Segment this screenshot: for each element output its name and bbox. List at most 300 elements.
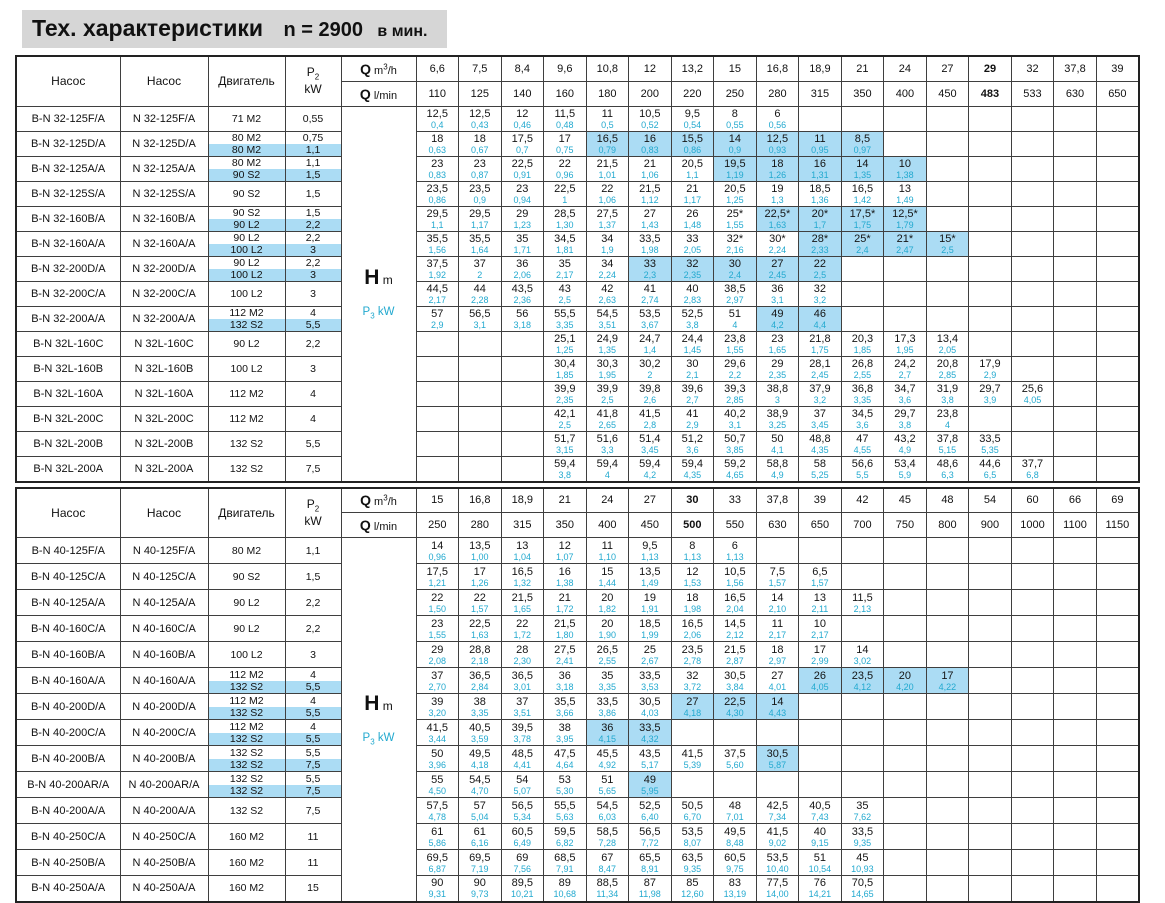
q-lmin-value: 483 bbox=[969, 81, 1012, 106]
data-cell bbox=[671, 798, 714, 824]
h-value: 59,5 bbox=[554, 825, 576, 838]
empty-cell bbox=[926, 746, 969, 772]
p2-cell bbox=[285, 256, 341, 281]
empty-cell bbox=[884, 876, 927, 902]
pump-model-cell: B-N 40-250C/A bbox=[16, 824, 120, 850]
data-cell bbox=[416, 306, 459, 331]
h-value: 34 bbox=[601, 232, 614, 245]
data-cell bbox=[799, 590, 842, 616]
h-value: 29,5 bbox=[426, 207, 448, 220]
empty-cell bbox=[459, 431, 502, 456]
h-value: 48,5 bbox=[511, 747, 533, 760]
data-cell bbox=[841, 356, 884, 381]
pump-ref-cell: N 40-250A/A bbox=[120, 876, 208, 902]
p2-cell bbox=[285, 642, 341, 668]
table-row bbox=[16, 668, 1139, 694]
p3-value: 2,2 bbox=[728, 369, 742, 380]
data-cell bbox=[714, 850, 757, 876]
h-value: 6,5 bbox=[812, 565, 828, 578]
p3-value: 7,28 bbox=[598, 837, 617, 848]
empty-cell bbox=[1096, 564, 1139, 590]
p3-value: 1,25 bbox=[556, 344, 574, 355]
h-value: 23,8 bbox=[936, 407, 959, 420]
h-value: 33,5 bbox=[639, 669, 661, 682]
h-value: 59,4 bbox=[596, 457, 619, 470]
data-cell bbox=[586, 746, 629, 772]
empty-cell bbox=[1096, 306, 1139, 331]
p3-value: 5,25 bbox=[811, 469, 829, 480]
data-cell bbox=[544, 642, 587, 668]
h-value: 26 bbox=[686, 207, 699, 220]
data-cell bbox=[714, 694, 757, 720]
empty-cell bbox=[1054, 406, 1097, 431]
h-value: 14 bbox=[856, 643, 869, 656]
h-value: 59,4 bbox=[681, 457, 704, 470]
table-row bbox=[16, 156, 1139, 181]
motor-cell bbox=[208, 256, 285, 281]
q-lmin-value: 280 bbox=[756, 81, 799, 106]
data-cell bbox=[416, 824, 459, 850]
pump-ref-cell: N 40-160A/A bbox=[120, 668, 208, 694]
empty-cell bbox=[416, 356, 459, 381]
h-p3-legend-cell bbox=[341, 106, 416, 482]
p3-value: 1,65 bbox=[513, 603, 532, 614]
h-value: 57,5 bbox=[426, 799, 448, 812]
pump-model-cell: B-N 40-160C/A bbox=[16, 616, 120, 642]
data-cell bbox=[799, 668, 842, 694]
data-cell bbox=[714, 616, 757, 642]
motor-option: 112 M2 bbox=[229, 720, 264, 733]
empty-cell bbox=[1054, 456, 1097, 482]
p2-value: 5,5 bbox=[286, 681, 341, 693]
data-cell bbox=[841, 456, 884, 482]
data-cell bbox=[714, 406, 757, 431]
p3-value: 2,10 bbox=[768, 603, 787, 614]
empty-cell bbox=[1096, 746, 1139, 772]
empty-cell bbox=[969, 564, 1012, 590]
data-cell bbox=[756, 694, 799, 720]
pump-ref-cell: N 32L-160B bbox=[120, 356, 208, 381]
h-value: 43,2 bbox=[894, 432, 916, 445]
data-cell bbox=[629, 850, 672, 876]
data-cell bbox=[586, 131, 629, 156]
data-cell bbox=[629, 331, 672, 356]
table-row bbox=[16, 616, 1139, 642]
p2-cell bbox=[285, 798, 341, 824]
p3-value: 4,4 bbox=[813, 319, 827, 330]
p3-value: 3,35 bbox=[556, 319, 574, 330]
pump-ref-cell: N 40-160C/A bbox=[120, 616, 208, 642]
h-value: 22 bbox=[558, 157, 571, 170]
data-cell bbox=[416, 616, 459, 642]
data-cell bbox=[629, 616, 672, 642]
p3-value: 2,85 bbox=[938, 369, 957, 380]
data-cell bbox=[714, 306, 757, 331]
p3-value: 4,35 bbox=[683, 469, 702, 480]
data-cell bbox=[501, 720, 544, 746]
data-cell bbox=[629, 642, 672, 668]
p3-value: 1,17 bbox=[683, 194, 702, 205]
p2-value: 4 bbox=[310, 694, 316, 707]
h-value: 50 bbox=[431, 747, 444, 760]
p2-value: 2,2 bbox=[305, 622, 321, 635]
p3-value: 1,92 bbox=[428, 269, 447, 280]
empty-cell bbox=[1054, 668, 1097, 694]
q-symbol: Q bbox=[359, 85, 371, 102]
data-cell bbox=[714, 668, 757, 694]
p3-value: 4,20 bbox=[896, 681, 914, 692]
data-cell bbox=[756, 798, 799, 824]
h-value: 50,7 bbox=[724, 432, 746, 445]
motor-option: 90 S2 bbox=[232, 570, 261, 583]
p3-value: 2,6 bbox=[643, 394, 657, 405]
p3-value: 4,35 bbox=[811, 444, 829, 455]
h-value: 35,5 bbox=[426, 232, 448, 245]
p3-value: 11,34 bbox=[596, 889, 619, 900]
h-value: 19 bbox=[771, 182, 784, 195]
empty-cell bbox=[459, 381, 502, 406]
p3-value: 3,78 bbox=[513, 733, 532, 744]
q-m3h-value: 21 bbox=[544, 488, 587, 513]
h-value: 60,5 bbox=[724, 851, 746, 864]
h-value: 42,5 bbox=[766, 799, 789, 812]
h-value: 51,2 bbox=[681, 432, 704, 445]
h-value: 37,7 bbox=[1021, 457, 1044, 470]
data-cell bbox=[926, 406, 969, 431]
h-label: H m bbox=[364, 266, 393, 290]
motor-cell bbox=[208, 281, 285, 306]
pump-ref-cell: N 32-200C/A bbox=[120, 281, 208, 306]
pump-model-cell: B-N 32L-160A bbox=[16, 381, 120, 406]
h-value: 18,5 bbox=[639, 617, 661, 630]
q-lmin-value: 533 bbox=[1011, 81, 1054, 106]
data-cell bbox=[841, 798, 884, 824]
h-value: 24,9 bbox=[596, 332, 619, 345]
p3-value: 1,49 bbox=[896, 194, 914, 205]
empty-cell bbox=[1011, 746, 1054, 772]
pump-model-cell: B-N 40-250B/A bbox=[16, 850, 120, 876]
h-value: 23,5 bbox=[426, 182, 448, 195]
q-lmin-value: 1000 bbox=[1011, 513, 1054, 538]
data-cell bbox=[799, 331, 842, 356]
p2-value: 5,5 bbox=[286, 707, 341, 719]
q-lmin-value: 400 bbox=[586, 513, 629, 538]
h-value: 53,5 bbox=[681, 825, 704, 838]
p3-value: 5,15 bbox=[938, 444, 957, 455]
empty-cell bbox=[884, 850, 927, 876]
data-cell bbox=[884, 668, 927, 694]
data-cell bbox=[544, 331, 587, 356]
p3-value: 4,32 bbox=[641, 733, 659, 744]
empty-cell bbox=[1054, 798, 1097, 824]
h-value: 24,2 bbox=[894, 357, 916, 370]
empty-cell bbox=[926, 642, 969, 668]
empty-cell bbox=[1054, 720, 1097, 746]
empty-cell bbox=[1096, 798, 1139, 824]
p3-value: 1,48 bbox=[683, 219, 702, 230]
p2-cell bbox=[285, 564, 341, 590]
data-cell bbox=[586, 306, 629, 331]
empty-cell bbox=[884, 798, 927, 824]
h-value: 35 bbox=[856, 799, 869, 812]
p3-value: 1 bbox=[562, 194, 568, 205]
h-value: 37 bbox=[813, 407, 827, 420]
data-cell bbox=[544, 281, 587, 306]
h-value: 23 bbox=[431, 617, 444, 630]
p3-value: 2,45 bbox=[811, 369, 829, 380]
empty-cell bbox=[926, 694, 969, 720]
p3-value: 1,53 bbox=[683, 577, 702, 588]
p3-value: 2,74 bbox=[641, 294, 659, 305]
p2-cell bbox=[285, 590, 341, 616]
data-cell bbox=[671, 356, 714, 381]
p3-value: 2,24 bbox=[768, 244, 787, 255]
p2-value: 5,5 bbox=[305, 437, 321, 450]
p2-value: 7,5 bbox=[286, 785, 341, 797]
empty-cell bbox=[1054, 256, 1097, 281]
data-cell bbox=[544, 590, 587, 616]
q-m3h-value: 32 bbox=[1011, 56, 1054, 81]
motor-option: 112 M2 bbox=[229, 306, 264, 319]
p3-value: 4,50 bbox=[428, 785, 447, 796]
q-m3h-value: 6,6 bbox=[416, 56, 459, 81]
empty-cell bbox=[1011, 406, 1054, 431]
data-cell bbox=[799, 206, 842, 231]
data-cell bbox=[459, 131, 502, 156]
q-m3h-value: 48 bbox=[926, 488, 969, 513]
h-value: 33 bbox=[643, 257, 656, 270]
empty-cell bbox=[416, 431, 459, 456]
empty-cell bbox=[841, 772, 884, 798]
p3-value: 2,12 bbox=[726, 629, 744, 640]
q-m3h-value: 10,8 bbox=[586, 56, 629, 81]
table-row bbox=[16, 356, 1139, 381]
h-value: 53 bbox=[558, 773, 571, 786]
table-row bbox=[16, 746, 1139, 772]
p3-value: 1,91 bbox=[641, 603, 659, 614]
motor-cell bbox=[208, 538, 285, 564]
empty-cell bbox=[1054, 746, 1097, 772]
empty-cell bbox=[1096, 331, 1139, 356]
p3-value: 0,67 bbox=[471, 144, 489, 155]
data-cell bbox=[756, 406, 799, 431]
p2-cell bbox=[285, 850, 341, 876]
h-value: 40,5 bbox=[469, 721, 491, 734]
h-value: 18,5 bbox=[809, 182, 831, 195]
motor-option: 90 S2 bbox=[209, 169, 285, 181]
p3-value: 1,00 bbox=[471, 551, 489, 562]
pump-ref-cell: N 40-250C/A bbox=[120, 824, 208, 850]
h-value: 21 bbox=[686, 182, 699, 195]
data-cell bbox=[544, 668, 587, 694]
data-cell bbox=[671, 281, 714, 306]
p3-value: 1,26 bbox=[768, 169, 787, 180]
data-cell bbox=[586, 824, 629, 850]
p3-value: 2,84 bbox=[471, 681, 489, 692]
h-value: 30,5 bbox=[766, 747, 789, 760]
empty-cell bbox=[501, 356, 544, 381]
p3-value: 7,72 bbox=[641, 837, 659, 848]
empty-cell bbox=[1096, 356, 1139, 381]
p3-value: 0,43 bbox=[471, 119, 489, 130]
p3-value: 1,35 bbox=[853, 169, 872, 180]
p3-value: 3,8 bbox=[941, 394, 954, 405]
p2-value: 4 bbox=[310, 720, 316, 733]
q-lmin-value: 750 bbox=[884, 513, 927, 538]
h-value: 26,8 bbox=[851, 357, 874, 370]
h-value: 49 bbox=[643, 773, 656, 786]
empty-cell bbox=[926, 720, 969, 746]
p3-value: 0,97 bbox=[853, 144, 872, 155]
table-row bbox=[16, 131, 1139, 156]
data-cell bbox=[586, 331, 629, 356]
data-cell bbox=[459, 564, 502, 590]
h-value: 29,6 bbox=[724, 357, 746, 370]
p3-value: 1,98 bbox=[641, 244, 659, 255]
data-cell bbox=[671, 406, 714, 431]
p3-value: 2,4 bbox=[728, 269, 742, 280]
pump-model-cell: B-N 32L-200C bbox=[16, 406, 120, 431]
empty-cell bbox=[1054, 156, 1097, 181]
data-cell bbox=[926, 431, 969, 456]
table-row bbox=[16, 798, 1139, 824]
h-value: 18 bbox=[686, 591, 699, 604]
empty-cell bbox=[459, 356, 502, 381]
data-cell bbox=[459, 306, 502, 331]
h-value: 49,5 bbox=[469, 747, 491, 760]
motor-option: 160 M2 bbox=[228, 882, 265, 895]
empty-cell bbox=[1054, 106, 1097, 131]
p2-value: 1,5 bbox=[286, 169, 341, 181]
motor-option: 160 M2 bbox=[228, 830, 265, 843]
data-cell bbox=[629, 456, 672, 482]
p3-value: 1,13 bbox=[641, 551, 659, 562]
empty-cell bbox=[969, 694, 1012, 720]
h-value: 18 bbox=[431, 132, 444, 145]
empty-cell bbox=[969, 772, 1012, 798]
data-cell bbox=[756, 256, 799, 281]
p3-value: 3,86 bbox=[598, 707, 617, 718]
motor-option: 112 M2 bbox=[229, 668, 264, 681]
data-cell bbox=[799, 131, 842, 156]
p3-value: 3,18 bbox=[513, 319, 532, 330]
p3-value: 4,55 bbox=[853, 444, 872, 455]
p2-value: 1,5 bbox=[305, 206, 321, 219]
h-value: 17 bbox=[813, 643, 827, 656]
pump-column-header: Насос bbox=[16, 56, 120, 106]
empty-cell bbox=[1096, 850, 1139, 876]
p3-value: 1,3 bbox=[771, 194, 784, 205]
h-value: 23,5 bbox=[851, 669, 874, 682]
p3-value: 0,4 bbox=[431, 119, 444, 130]
h-value: 51 bbox=[601, 773, 614, 786]
empty-cell bbox=[926, 616, 969, 642]
p3-value: 3,53 bbox=[641, 681, 659, 692]
pump-model-cell: B-N 32-125F/A bbox=[16, 106, 120, 131]
h-value: 16,5 bbox=[681, 617, 704, 630]
p2-cell bbox=[285, 281, 341, 306]
data-cell bbox=[714, 256, 757, 281]
p3-value: 1,95 bbox=[598, 369, 617, 380]
h-value: 6 bbox=[731, 539, 738, 552]
h-value: 8 bbox=[731, 107, 738, 120]
data-cell bbox=[544, 772, 587, 798]
pump-model-cell: B-N 40-250A/A bbox=[16, 876, 120, 902]
empty-cell bbox=[1054, 181, 1097, 206]
p3-value: 3,66 bbox=[556, 707, 574, 718]
data-cell bbox=[629, 538, 672, 564]
motor-option: 100 L2 bbox=[209, 269, 285, 281]
motor-cell bbox=[208, 798, 285, 824]
h-value: 88,5 bbox=[596, 877, 619, 890]
data-cell bbox=[756, 876, 799, 902]
h-value: 28* bbox=[811, 232, 829, 245]
p3-value: 3 bbox=[774, 394, 780, 405]
p2-cell bbox=[285, 746, 341, 772]
h-value: 14 bbox=[856, 157, 869, 170]
p3-value: 3,15 bbox=[556, 444, 574, 455]
p3-value: 2,05 bbox=[938, 344, 957, 355]
q-lmin-value: 550 bbox=[714, 513, 757, 538]
table-row bbox=[16, 256, 1139, 281]
empty-cell bbox=[926, 206, 969, 231]
p3-value: 10,54 bbox=[808, 863, 832, 874]
p3-value: 12,60 bbox=[681, 889, 704, 900]
data-cell bbox=[841, 876, 884, 902]
empty-cell bbox=[1011, 431, 1054, 456]
data-cell bbox=[544, 616, 587, 642]
q-m3h-value: 7,5 bbox=[459, 56, 502, 81]
data-cell bbox=[586, 181, 629, 206]
p2-cell bbox=[285, 772, 341, 798]
data-cell bbox=[671, 538, 714, 564]
empty-cell bbox=[969, 106, 1012, 131]
empty-cell bbox=[841, 281, 884, 306]
p3-value: 5,34 bbox=[513, 811, 532, 822]
data-cell bbox=[841, 642, 884, 668]
h-value: 30 bbox=[686, 357, 699, 370]
p2-cell bbox=[285, 156, 341, 181]
h-value: 42 bbox=[601, 282, 614, 295]
q-lmin-value: 1150 bbox=[1096, 513, 1139, 538]
p3-value: 0,75 bbox=[556, 144, 574, 155]
h-value: 30,5 bbox=[639, 695, 661, 708]
p3-value: 10,93 bbox=[851, 863, 874, 874]
data-cell bbox=[416, 590, 459, 616]
h-value: 41,5 bbox=[681, 747, 704, 760]
empty-cell bbox=[926, 106, 969, 131]
p3-value: 6,5 bbox=[983, 469, 997, 480]
p3-value: 5,07 bbox=[513, 785, 532, 796]
h-value: 10,5 bbox=[724, 565, 746, 578]
p3-value: 0,83 bbox=[428, 169, 447, 180]
h-value: 37,9 bbox=[809, 382, 831, 395]
empty-cell bbox=[1011, 306, 1054, 331]
q-m3h-label: Q $m^3/h$ bbox=[341, 488, 416, 513]
empty-cell bbox=[1096, 668, 1139, 694]
p3-value: 1,55 bbox=[726, 219, 744, 230]
table-row bbox=[16, 642, 1139, 668]
data-cell bbox=[544, 456, 587, 482]
empty-cell bbox=[969, 668, 1012, 694]
motor-option: 90 L2 bbox=[233, 337, 260, 350]
p3-value: 0,56 bbox=[768, 119, 787, 130]
h-value: 21* bbox=[896, 232, 914, 245]
p3-value: 2,63 bbox=[598, 294, 617, 305]
p3-value: 2,17 bbox=[556, 269, 574, 280]
pump-model-cell: B-N 32-160B/A bbox=[16, 206, 120, 231]
data-cell bbox=[544, 256, 587, 281]
